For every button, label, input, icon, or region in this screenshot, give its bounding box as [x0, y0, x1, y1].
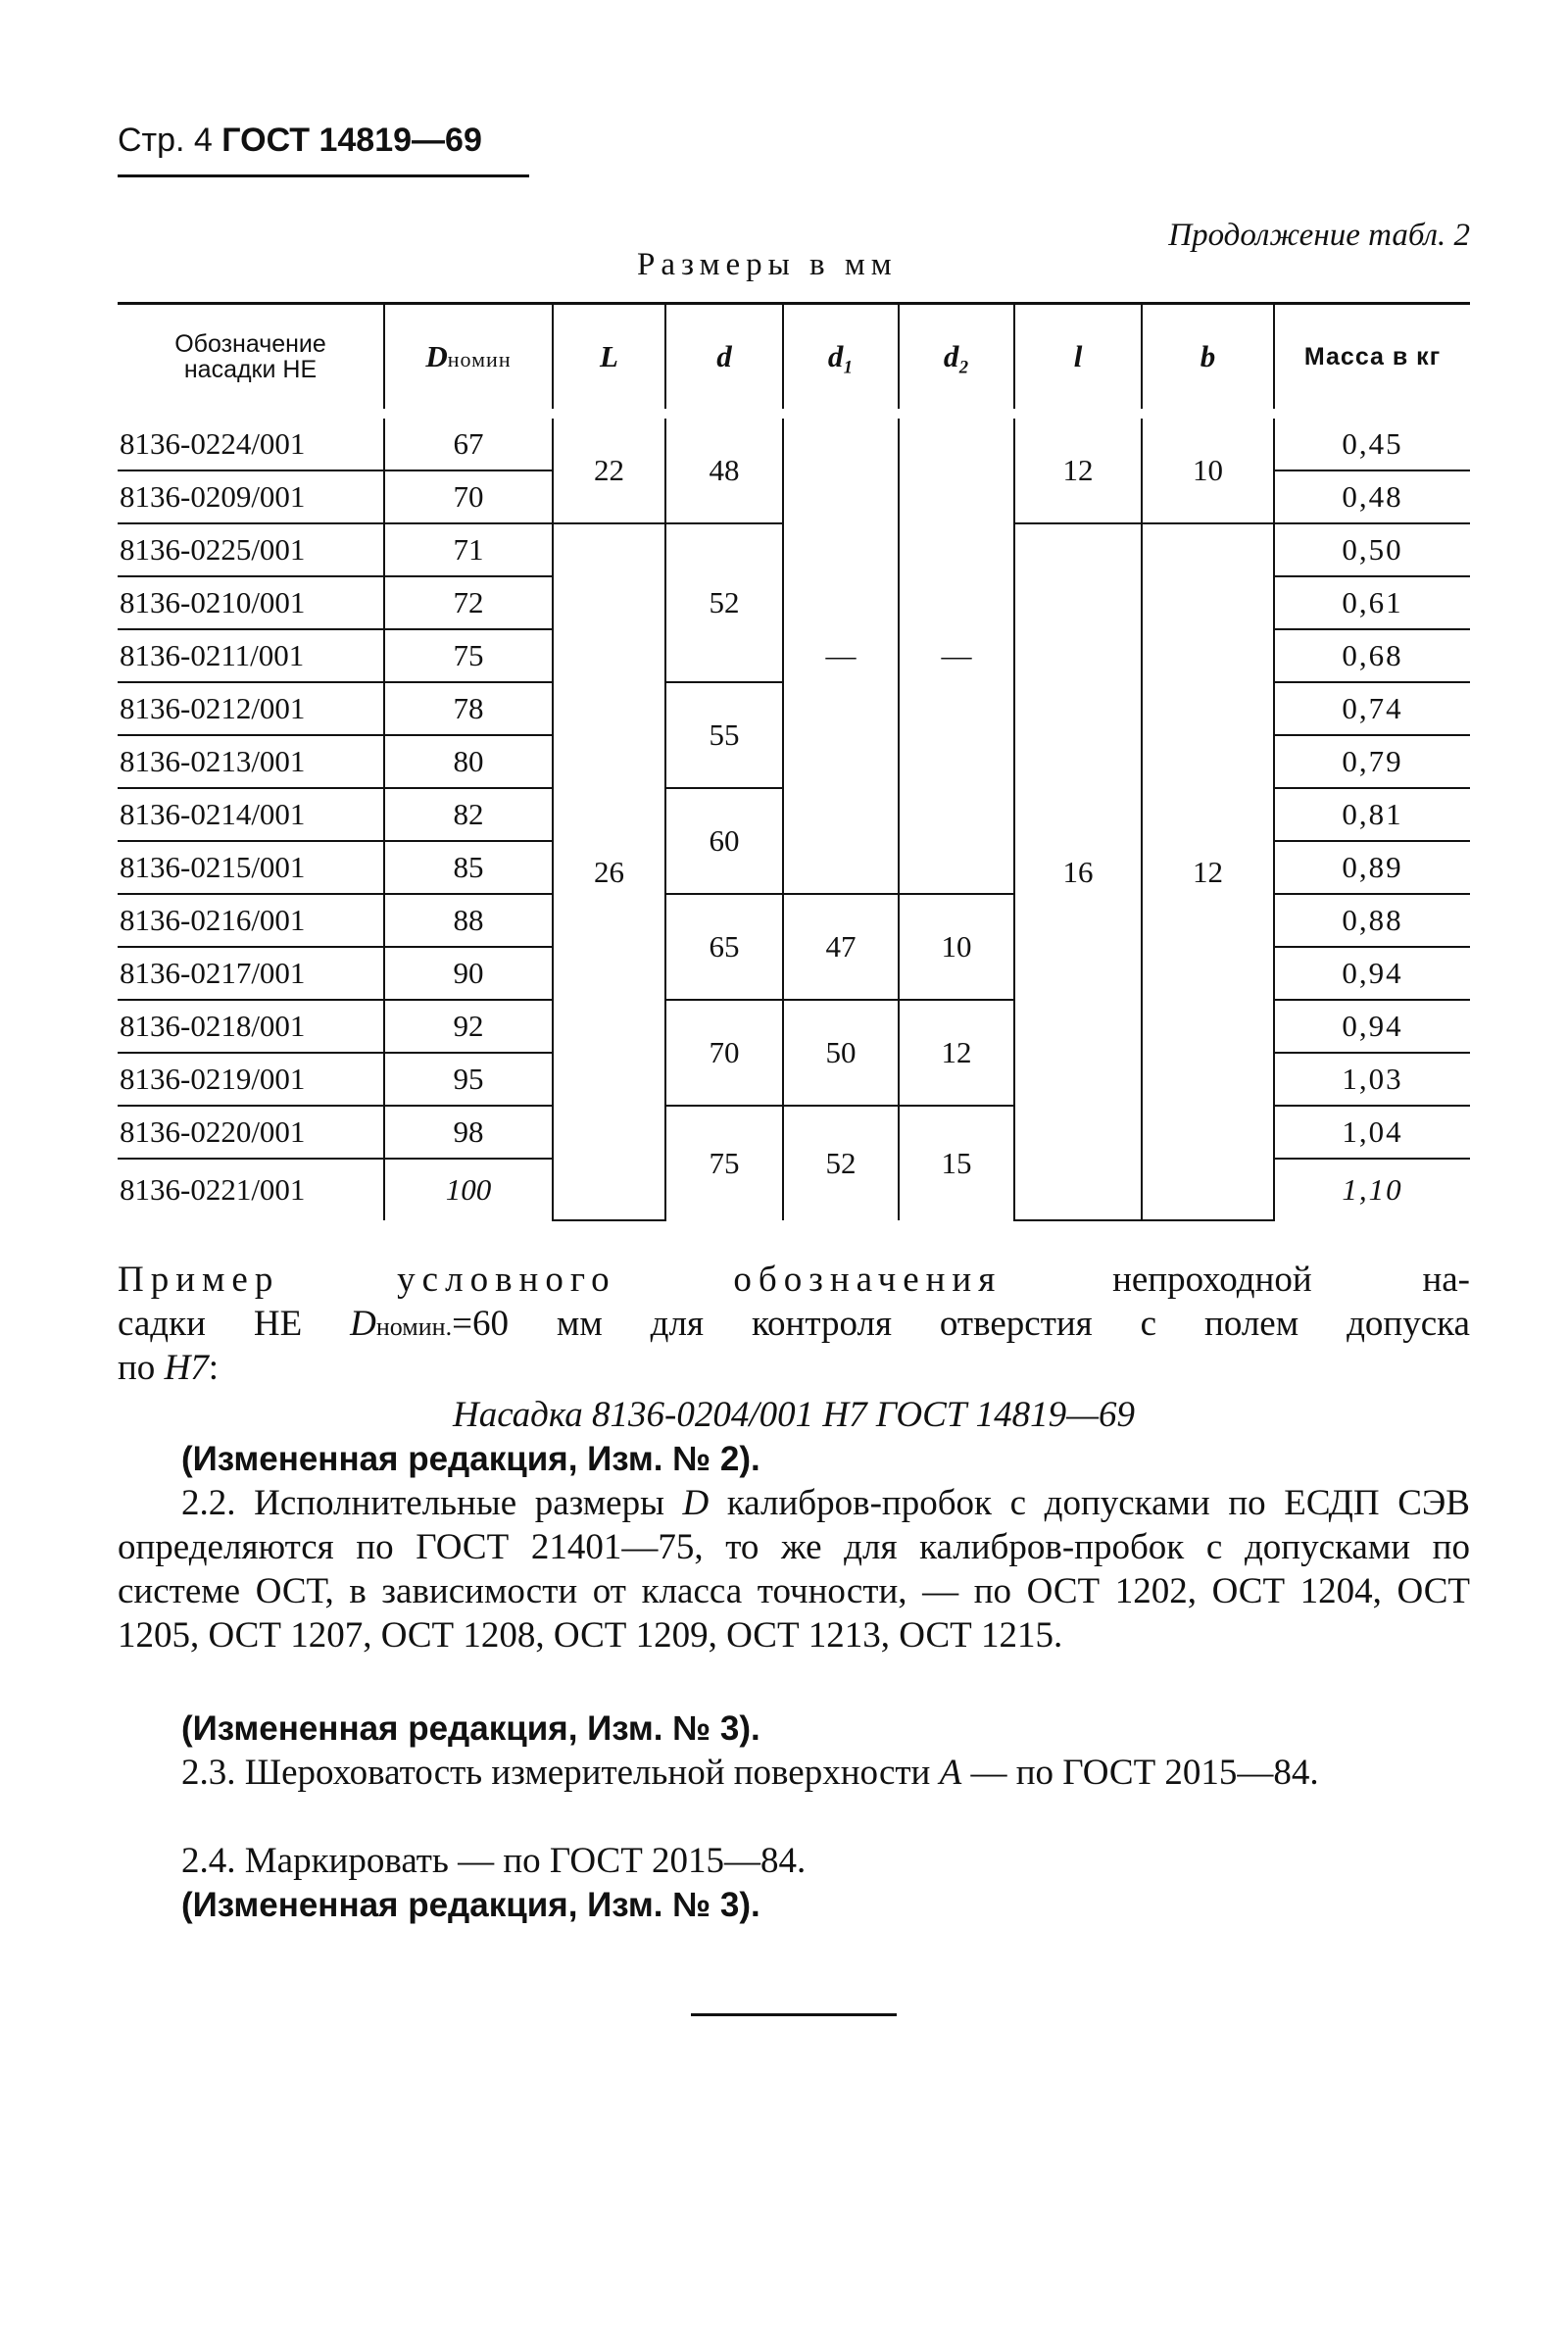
d-nominal-cell: 90: [384, 947, 553, 1000]
d-nominal-cell: 80: [384, 735, 553, 788]
L-cell: 22: [553, 414, 665, 523]
units-caption: Размеры в мм: [637, 247, 898, 282]
d-cell: 55: [665, 682, 783, 788]
example-paragraph-line1: Пример условного обозначения непроходной на-: [118, 1260, 1470, 1300]
designation-cell: 8136-0217/001: [118, 947, 384, 1000]
standard-number: ГОСТ 14819—69: [221, 122, 482, 159]
example-paragraph-line3: по H7:: [118, 1348, 220, 1388]
l-cell: 16: [1014, 523, 1142, 1220]
mass-cell: 0,45: [1274, 414, 1470, 470]
d-nominal-cell: 82: [384, 788, 553, 841]
d-cell: 60: [665, 788, 783, 894]
mass-cell: 0,88: [1274, 894, 1470, 947]
d-nominal-cell: 95: [384, 1053, 553, 1106]
mass-cell: 1,03: [1274, 1053, 1470, 1106]
header-b: b: [1142, 304, 1274, 415]
d-cell: 70: [665, 1000, 783, 1106]
L-cell: 26: [553, 523, 665, 1220]
d-cell: 75: [665, 1106, 783, 1220]
table-continuation-label: Продолжение табл. 2: [1168, 218, 1470, 253]
b-cell: 12: [1142, 523, 1274, 1220]
designation-cell: 8136-0218/001: [118, 1000, 384, 1053]
d1-cell: 50: [783, 1000, 899, 1106]
d-nominal-cell: 100: [384, 1159, 553, 1220]
d2-cell: 10: [899, 894, 1014, 1000]
mass-cell: 0,89: [1274, 841, 1470, 894]
header-d1: d₁: [783, 304, 899, 415]
designation-cell: 8136-0216/001: [118, 894, 384, 947]
d1-cell: 52: [783, 1106, 899, 1220]
dimensions-table: [118, 302, 1470, 1221]
mass-cell: 0,81: [1274, 788, 1470, 841]
designation-cell: 8136-0211/001: [118, 629, 384, 682]
paragraph-2-3: 2.3. Шероховатость измерительной поверхности A — по ГОСТ 2015—84.: [181, 1753, 1319, 1793]
header-rule: [118, 174, 529, 177]
page-header: [118, 122, 482, 160]
d-cell: 52: [665, 523, 783, 682]
example-paragraph-line2: садки НЕ Dномин.=60 мм для контроля отверстия с полем допуска: [118, 1304, 1470, 1344]
mass-cell: 1,10: [1274, 1159, 1470, 1220]
d-nominal-cell: 88: [384, 894, 553, 947]
mass-cell: 1,04: [1274, 1106, 1470, 1159]
end-rule: [691, 2013, 897, 2016]
d-nominal-cell: 85: [384, 841, 553, 894]
designation-cell: 8136-0221/001: [120, 1172, 306, 1207]
d-nominal-cell: 71: [384, 523, 553, 576]
designation-cell: 8136-0214/001: [118, 788, 384, 841]
mass-cell: 0,68: [1274, 629, 1470, 682]
designation-cell: 8136-0215/001: [118, 841, 384, 894]
designation-cell: 8136-0224/001: [118, 414, 384, 470]
paragraph-2-2: 2.2. Исполнительные размеры D калибров-пробок с допусками по ЕСДП СЭВ определяются по ГОСТ 21401—75, то же для калибров-пробок с допусками по системе ОСТ, в зависимости от класса точности, — по ОСТ 1202, ОСТ 1204, ОСТ 1205, ОСТ 1207, ОСТ 1208, ОСТ 1209, ОСТ 1213, ОСТ 1215.: [118, 1483, 1470, 1656]
d-nominal-cell: 98: [384, 1106, 553, 1159]
mass-cell: 0,79: [1274, 735, 1470, 788]
header-d: d: [665, 304, 783, 415]
mass-cell: 0,94: [1274, 1000, 1470, 1053]
mass-cell: 0,94: [1274, 947, 1470, 1000]
designation-cell: 8136-0210/001: [118, 576, 384, 629]
paragraph-2-4: 2.4. Маркировать — по ГОСТ 2015—84.: [181, 1841, 807, 1881]
designation-cell: 8136-0212/001: [118, 682, 384, 735]
l-cell: 12: [1014, 414, 1142, 523]
amendment-note-3b: (Измененная редакция, Изм. № 3).: [181, 1886, 760, 1924]
amendment-note-3: (Измененная редакция, Изм. № 3).: [181, 1709, 760, 1748]
d2-cell: 12: [899, 1000, 1014, 1106]
designation-cell: 8136-0225/001: [118, 523, 384, 576]
header-D-nominal: Dномин: [384, 304, 553, 415]
designation-cell: 8136-0209/001: [118, 470, 384, 523]
d-nominal-cell: 92: [384, 1000, 553, 1053]
table-header-row: [118, 304, 1470, 415]
d-nominal-cell: 72: [384, 576, 553, 629]
header-designation: Обозначение насадки НЕ: [118, 304, 384, 415]
mass-cell: 0,61: [1274, 576, 1470, 629]
d2-cell: 15: [899, 1106, 1014, 1220]
d-nominal-cell: 67: [384, 414, 553, 470]
designation-cell: 8136-0213/001: [118, 735, 384, 788]
d2-cell: —: [899, 414, 1014, 894]
header-l: l: [1014, 304, 1142, 415]
d-cell: 65: [665, 894, 783, 1000]
designation-cell: 8136-0219/001: [118, 1053, 384, 1106]
header-mass: Масса в кг: [1274, 304, 1470, 415]
mass-cell: 0,48: [1274, 470, 1470, 523]
d-nominal-cell: 75: [384, 629, 553, 682]
mass-cell: 0,50: [1274, 523, 1470, 576]
b-cell: 10: [1142, 414, 1274, 523]
amendment-note-2: (Измененная редакция, Изм. № 2).: [181, 1440, 760, 1478]
d1-cell: 47: [783, 894, 899, 1000]
designation-example: Насадка 8136-0204/001 H7 ГОСТ 14819—69: [452, 1395, 1136, 1435]
d-cell: 48: [665, 414, 783, 523]
d1-cell: —: [783, 414, 899, 894]
mass-cell: 0,74: [1274, 682, 1470, 735]
header-d2: d₂: [899, 304, 1014, 415]
table-row: [118, 414, 1470, 470]
designation-cell: 8136-0220/001: [118, 1106, 384, 1159]
page-number: Стр. 4: [118, 122, 213, 159]
d-nominal-cell: 70: [384, 470, 553, 523]
d-nominal-cell: 78: [384, 682, 553, 735]
header-L: L: [553, 304, 665, 415]
